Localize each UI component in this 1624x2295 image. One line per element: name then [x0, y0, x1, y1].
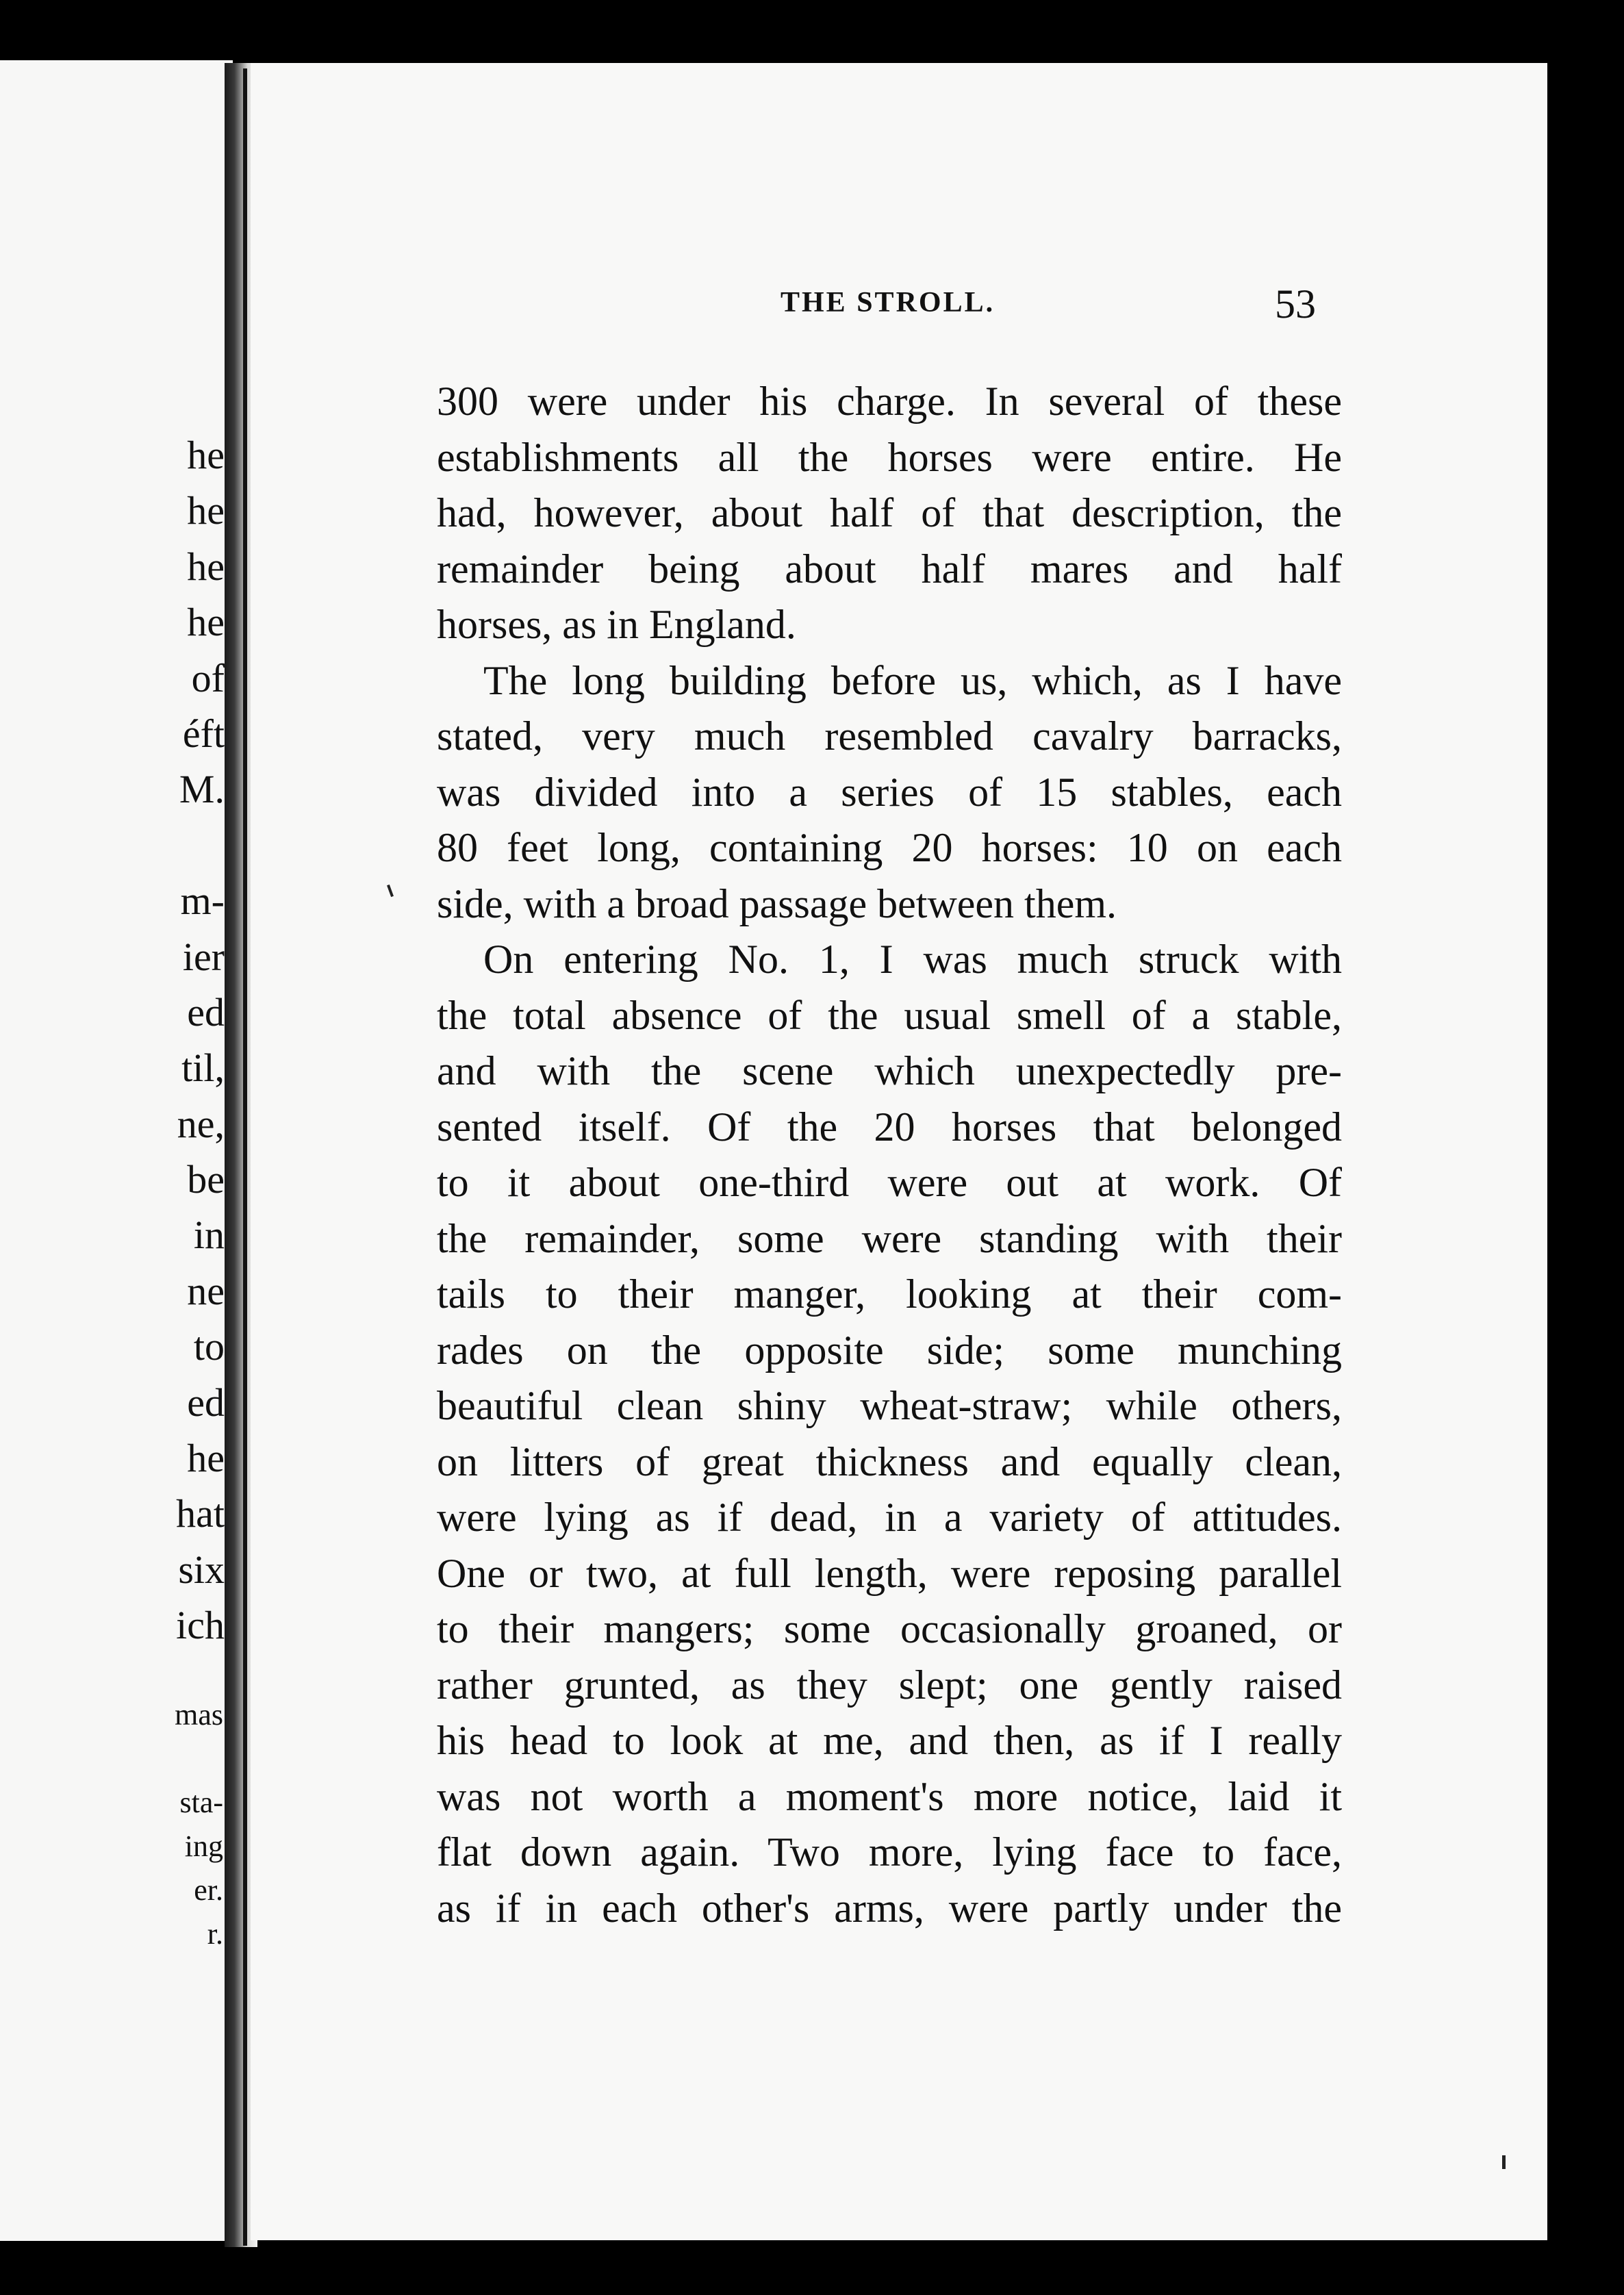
- left-note-fragment: r.: [207, 1917, 223, 1951]
- text-line: the remainder, some were standing with their: [437, 1215, 1342, 1261]
- text-line: to it about one-third were out at work. Of: [437, 1160, 1342, 1205]
- text-line: stated, very much resembled cavalry barracks,: [437, 713, 1342, 759]
- left-note-fragment: sta-: [179, 1786, 223, 1819]
- text-line: rades on the opposite side; some munching: [437, 1327, 1342, 1373]
- text-line: tails to their manger, looking at their com-: [437, 1271, 1342, 1317]
- text-line: had, however, about half of that description, the: [437, 490, 1342, 535]
- left-line-fragment: ne: [187, 1268, 225, 1313]
- left-note-fragment: ing: [184, 1829, 223, 1863]
- left-line-fragment: m-: [180, 878, 225, 924]
- left-line-fragment: ed: [187, 989, 225, 1035]
- left-line-fragment: ed: [187, 1380, 225, 1425]
- text-line: remainder being about half mares and half: [437, 546, 1342, 592]
- text-line: and with the scene which unexpectedly pre-: [437, 1048, 1342, 1093]
- left-line-fragment: til,: [181, 1045, 225, 1091]
- scan-speck: [1502, 2155, 1506, 2169]
- text-line: as if in each other's arms, were partly under the: [437, 1885, 1342, 1931]
- left-line-fragment: [176, 817, 225, 873]
- left-page-line-fragments: [176, 427, 225, 1653]
- left-line-fragment: six: [178, 1547, 225, 1592]
- body-text: [437, 374, 1342, 1936]
- left-page-footnote-fragments: [175, 1693, 223, 1956]
- left-line-fragment: in: [193, 1213, 225, 1258]
- left-line-fragment: he: [187, 1436, 225, 1481]
- text-line: to their mangers; some occasionally groaned, or: [437, 1606, 1342, 1651]
- page-number: 53: [1275, 281, 1316, 327]
- left-line-fragment: of: [191, 655, 225, 700]
- text-line: on litters of great thickness and equally clean,: [437, 1438, 1342, 1484]
- text-line: beautiful clean shiny wheat-straw; while others,: [437, 1383, 1342, 1428]
- text-line: flat down again. Two more, lying face to face,: [437, 1829, 1342, 1875]
- text-line: One or two, at full length, were reposing parallel: [437, 1550, 1342, 1596]
- text-line: 300 were under his charge. In several of these: [437, 379, 1342, 424]
- left-line-fragment: he: [187, 488, 225, 533]
- left-line-fragment: M.: [179, 767, 225, 812]
- text-line: his head to look at me, and then, as if I really: [437, 1718, 1342, 1763]
- gutter-shadow-line: [243, 68, 247, 2246]
- left-note-fragment: mas: [175, 1698, 223, 1732]
- text-line: The long building before us, which, as I have: [483, 657, 1342, 703]
- text-line: were lying as if dead, in a variety of attitudes.: [437, 1495, 1342, 1540]
- left-note-fragment: [175, 1737, 223, 1781]
- left-line-fragment: he: [187, 433, 225, 477]
- text-line: side, with a broad passage between them.: [437, 880, 1117, 926]
- text-line: the total absence of the usual smell of a stable,: [437, 992, 1342, 1038]
- text-line: horses, as in England.: [437, 602, 796, 647]
- text-line: was not worth a moment's more notice, laid it: [437, 1773, 1342, 1819]
- left-line-fragment: to: [193, 1324, 225, 1369]
- left-line-fragment: ne,: [177, 1101, 225, 1146]
- left-line-fragment: he: [187, 600, 225, 645]
- text-line: On entering No. 1, I was much struck with: [483, 937, 1342, 982]
- left-line-fragment: éft: [182, 711, 225, 756]
- left-line-fragment: ich: [176, 1603, 225, 1648]
- left-line-fragment: be: [187, 1157, 225, 1202]
- left-line-fragment: he: [187, 544, 225, 589]
- left-facing-page: [0, 60, 233, 2241]
- text-line: establishments all the horses were entire. He: [437, 434, 1342, 480]
- text-line: rather grunted, as they slept; one gently raised: [437, 1662, 1342, 1708]
- left-line-fragment: ier: [182, 934, 225, 979]
- left-line-fragment: hat: [176, 1491, 225, 1536]
- left-note-fragment: er.: [194, 1873, 223, 1907]
- text-line: 80 feet long, containing 20 horses: 10 on each: [437, 825, 1342, 870]
- running-head: THE STROLL.: [781, 287, 995, 318]
- text-line: was divided into a series of 15 stables, each: [437, 769, 1342, 815]
- text-line: sented itself. Of the 20 horses that belonged: [437, 1104, 1342, 1150]
